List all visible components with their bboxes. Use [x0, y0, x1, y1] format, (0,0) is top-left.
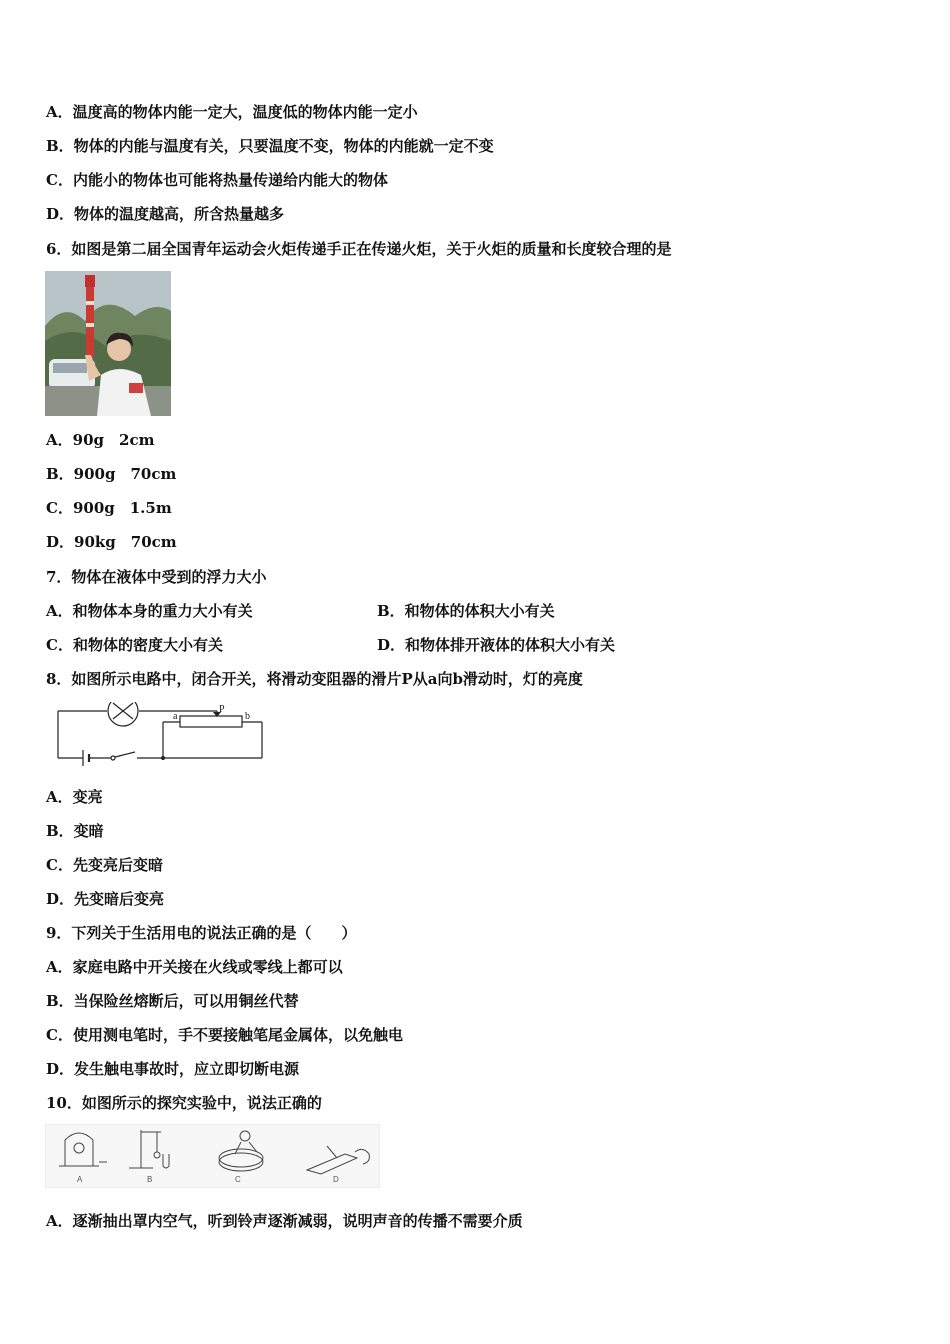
q8-option-d: D．先变暗后变亮	[46, 890, 165, 908]
label-a: a	[173, 711, 178, 722]
experiment-figures	[45, 1124, 380, 1188]
q10-option-a: A．逐渐抽出罩内空气，听到铃声逐渐减弱，说明声音的传播不需要介质	[46, 1212, 523, 1230]
q9-option-c: C．使用测电笔时，手不要接触笔尾金属体，以免触电	[46, 1026, 403, 1044]
q8-option-a: A．变亮	[46, 788, 103, 806]
q8-option-c: C．先变亮后变暗	[46, 856, 163, 874]
q6-stem: 6．如图是第二届全国青年运动会火炬传递手正在传递火炬，关于火炬的质量和长度较合理的是	[46, 240, 672, 258]
q7-option-b: B．和物体的体积大小有关	[377, 602, 555, 620]
fig-label-c: C	[235, 1175, 241, 1184]
q6-option-d: D．90kg 70cm	[46, 533, 177, 551]
q7-stem: 7．物体在液体中受到的浮力大小	[46, 568, 267, 586]
q5-option-d: D．物体的温度越高，所含热量越多	[46, 205, 285, 223]
torch-bearer-photo	[45, 271, 171, 416]
q8-stem: 8．如图所示电路中，闭合开关，将滑动变阻器的滑片P从a向b滑动时，灯的亮度	[46, 670, 583, 688]
q10-stem: 10．如图所示的探究实验中，说法正确的	[46, 1094, 322, 1112]
q6-option-a: A．90g 2cm	[46, 431, 155, 449]
q7-option-a: A．和物体本身的重力大小有关	[46, 602, 253, 620]
q9-option-b: B．当保险丝熔断后，可以用铜丝代替	[46, 992, 299, 1010]
q9-stem: 9．下列关于生活用电的说法正确的是（ ）	[46, 924, 357, 942]
circuit-diagram	[55, 702, 267, 772]
fig-label-b: B	[147, 1175, 153, 1184]
label-b: b	[245, 711, 250, 722]
fig-label-a: A	[77, 1175, 83, 1184]
q5-option-c: C．内能小的物体也可能将热量传递给内能大的物体	[46, 171, 388, 189]
q7-option-d: D．和物体排开液体的体积大小有关	[377, 636, 616, 654]
fig-label-d: D	[333, 1175, 339, 1184]
q6-option-b: B．900g 70cm	[46, 465, 177, 483]
q9-option-a: A．家庭电路中开关接在火线或零线上都可以	[46, 958, 343, 976]
q9-option-d: D．发生触电事故时，应立即切断电源	[46, 1060, 300, 1078]
q7-option-c: C．和物体的密度大小有关	[46, 636, 223, 654]
q6-option-c: C．900g 1.5m	[46, 499, 172, 517]
q5-option-a: A．温度高的物体内能一定大，温度低的物体内能一定小	[46, 103, 418, 121]
q8-option-b: B．变暗	[46, 822, 104, 840]
label-p: P	[219, 704, 225, 715]
q5-option-b: B．物体的内能与温度有关，只要温度不变，物体的内能就一定不变	[46, 137, 494, 155]
